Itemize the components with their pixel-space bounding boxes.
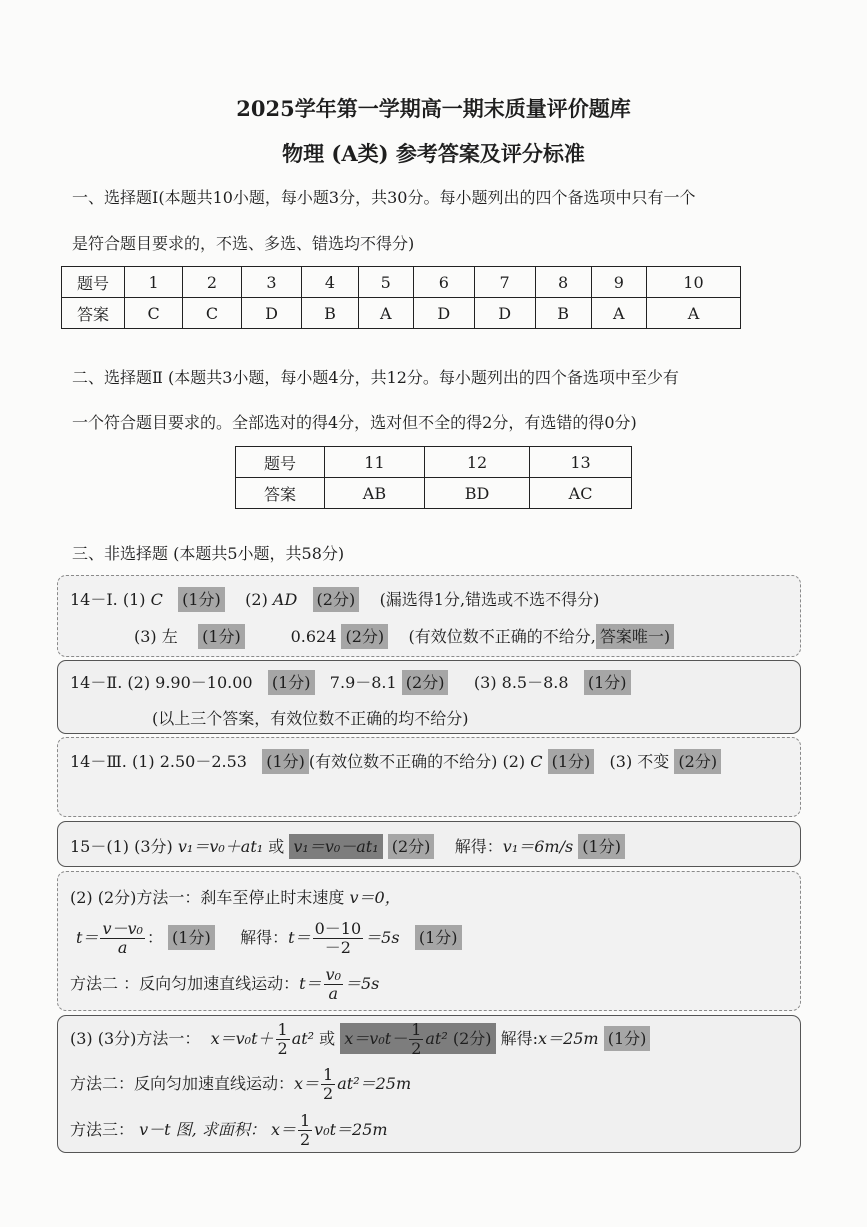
q15-3-line3 <box>70 1112 388 1149</box>
q14-3-note: (有效位数不正确的不给分) <box>308 752 498 771</box>
table-cell: 10 <box>646 267 740 298</box>
q15-3-method2-result: at²＝25m <box>337 1074 412 1093</box>
q15-3-prefix: (3) (3分)方法一： <box>70 1029 201 1048</box>
table-cell: A <box>358 298 413 329</box>
q15-3-line2 <box>70 1066 411 1103</box>
table-cell: 9 <box>591 267 646 298</box>
q15-3-eq1b: at² <box>291 1029 315 1048</box>
q15-3-solve-label: 解得: <box>500 1029 539 1048</box>
q15-2-method1-text: (2) (2分)方法一：刹车至停止时末速度 <box>70 888 345 907</box>
q14-1-note2-highlight: 答案唯一) <box>596 624 674 649</box>
table-header-cell: 题号 <box>62 267 125 298</box>
table-cell: 7 <box>474 267 535 298</box>
q15-2-method2-t: t＝ <box>299 974 322 993</box>
q14-1-part3-label: (3) 左 <box>134 627 178 646</box>
section2-answer-table <box>235 446 632 509</box>
q15-3-line1 <box>70 1021 650 1058</box>
q14-1-part1-answer: C <box>150 590 163 609</box>
section2-instructions-line2: 一个符合题目要求的。全部选对的得4分，选对但不全的得2分，有选错的得0分) <box>72 413 637 432</box>
table-cell: 3 <box>241 267 302 298</box>
q15-2-t-eq: t＝ <box>76 928 99 947</box>
table-row <box>62 298 741 329</box>
table-cell: 1 <box>125 267 183 298</box>
score-badge: (1分) <box>584 670 631 695</box>
score-badge: (2分) <box>388 834 435 859</box>
table-header-cell: 答案 <box>62 298 125 329</box>
q15-3-eq1a: x＝v₀t＋ <box>210 1029 274 1048</box>
q14-1-note: (漏选得1分,错选或不选不得分) <box>379 590 600 609</box>
table-cell: 12 <box>424 447 529 478</box>
q14-3-part1-answer: 14－Ⅲ. (1) 2.50－2.53 <box>70 752 247 771</box>
q14-1-note2: (有效位数不正确的不给分, <box>408 627 596 646</box>
table-cell: C <box>183 298 241 329</box>
table-cell: A <box>646 298 740 329</box>
q15-2-fraction1 <box>100 920 145 957</box>
q15-3-method3-result: v₀t＝25m <box>314 1120 388 1139</box>
section1-instructions-line1: 一、选择题Ⅰ(本题共10小题，每小题3分，共30分。每小题列出的四个备选项中只有一个 <box>72 188 696 207</box>
q15-2-line1 <box>70 885 401 908</box>
fraction-denominator: 2 <box>411 1039 422 1058</box>
fraction-numerator: v－v₀ <box>102 919 143 938</box>
q14-1-line2 <box>134 624 674 647</box>
q15-2-method2-result: ＝5s <box>344 974 380 993</box>
q14-2-part3-answer: (3) 8.5－8.8 <box>473 673 569 692</box>
q15-3-eq2a: x＝v₀t－ <box>344 1029 408 1048</box>
q15-3-eq2b: at² <box>425 1029 448 1048</box>
score-badge: (2分) <box>452 1029 492 1048</box>
q15-2-t-eq2: t＝ <box>288 928 311 947</box>
q15-1-equation1: v₁＝v₀＋at₁ <box>177 837 264 856</box>
q15-3-result: x＝25m <box>538 1029 599 1048</box>
score-badge: (2分) <box>313 587 360 612</box>
q15-2-fraction3 <box>324 966 343 1003</box>
fraction-numerator: 1 <box>411 1020 422 1039</box>
table-row <box>62 267 741 298</box>
q15-3-highlighted-eq <box>340 1020 495 1058</box>
q14-1-part1-label: 14－Ⅰ. (1) <box>70 590 151 609</box>
q15-2-line2 <box>76 920 462 957</box>
q15-3-method3-x: x＝ <box>270 1120 296 1139</box>
table-cell: 8 <box>535 267 591 298</box>
q15-2-line3 <box>70 966 379 1003</box>
table-cell: 11 <box>325 447 425 478</box>
q15-1-equation2: v₁＝v₀－at₁ <box>289 834 382 859</box>
q14-1-part2-label: (2) <box>245 590 273 609</box>
table-cell: AB <box>325 478 425 509</box>
fraction-denominator: a <box>328 984 339 1003</box>
q14-1-part2-answer: AD <box>272 590 298 609</box>
fraction-numerator: 1 <box>277 1020 288 1039</box>
table-cell: D <box>241 298 302 329</box>
score-badge: (1分) <box>168 925 215 950</box>
fraction-numerator: v₀ <box>325 965 341 984</box>
q14-2-part2-answer-b: 7.9－8.1 <box>329 673 397 692</box>
q15-2-colon: ： <box>146 928 163 947</box>
table-cell: D <box>413 298 474 329</box>
q15-2-method2-text: 方法二 ：反向匀加速直线运动： <box>70 974 300 993</box>
q14-1-part3-value: 0.624 <box>290 627 337 646</box>
q15-1-solve-label: 解得： <box>454 837 503 856</box>
table-cell: BD <box>424 478 529 509</box>
fraction-numerator: 0－10 <box>314 919 362 938</box>
score-badge: (1分) <box>262 749 309 774</box>
q14-2-note: (以上三个答案，有效位数不正确的均不给分) <box>152 709 469 728</box>
table-cell: A <box>591 298 646 329</box>
q15-1-prefix: 15－(1) (3分) <box>70 837 178 856</box>
fraction-denominator: －2 <box>324 938 351 957</box>
fraction-numerator: 1 <box>323 1065 334 1084</box>
section2-instructions-line1: 二、选择题Ⅱ (本题共3小题，每小题4分，共12分。每小题列出的四个备选项中至少有 <box>72 368 679 387</box>
q14-1-line1 <box>70 587 599 610</box>
fraction-denominator: a <box>117 938 128 957</box>
fraction-numerator: 1 <box>299 1111 311 1130</box>
table-cell: D <box>474 298 535 329</box>
score-badge: (2分) <box>402 670 449 695</box>
q15-2-solve-label: 解得： <box>240 928 289 947</box>
q15-3-method2-text: 方法二：反向匀加速直线运动： <box>70 1074 295 1093</box>
q15-2-fraction2 <box>313 920 364 957</box>
table-cell: C <box>125 298 183 329</box>
table-cell: 2 <box>183 267 241 298</box>
table-cell: 5 <box>358 267 413 298</box>
q15-3-half3 <box>321 1066 335 1103</box>
table-cell: AC <box>530 478 632 509</box>
table-cell: 13 <box>530 447 632 478</box>
score-badge: (1分) <box>578 834 625 859</box>
q15-1-line <box>70 834 625 857</box>
score-badge: (1分) <box>198 624 245 649</box>
q15-2-result: ＝5s <box>365 928 400 947</box>
table-row <box>236 478 632 509</box>
page-subtitle: 物理 (A类) 参考答案及评分标准 <box>282 141 585 166</box>
table-header-cell: 答案 <box>236 478 325 509</box>
score-badge: (2分) <box>341 624 388 649</box>
score-badge: (1分) <box>178 587 225 612</box>
table-cell: B <box>302 298 358 329</box>
q15-1-result: v₁＝6m/s <box>502 837 574 856</box>
q14-3-part3-answer: (3) 不变 <box>609 752 670 771</box>
table-cell: 4 <box>302 267 358 298</box>
section3-heading: 三、非选择题 (本题共5小题，共58分) <box>72 544 345 563</box>
table-header-cell: 题号 <box>236 447 325 478</box>
q15-3-half1 <box>276 1021 290 1058</box>
q15-3-method3-label: 方法三： <box>70 1120 135 1139</box>
q15-3-method2-x: x＝ <box>294 1074 320 1093</box>
page-title: 2025学年第一学期高一期末质量评价题库 <box>236 96 631 121</box>
fraction-denominator: 2 <box>277 1039 288 1058</box>
section1-answer-table <box>61 266 741 329</box>
table-row <box>236 447 632 478</box>
q15-3-method3-text: v－t 图, 求面积： <box>139 1120 266 1139</box>
score-badge: (1分) <box>415 925 462 950</box>
q15-1-or: 或 <box>263 837 290 856</box>
q15-3-or: 或 <box>314 1029 341 1048</box>
q14-3-part2-answer: C <box>530 752 543 771</box>
score-badge: (1分) <box>268 670 315 695</box>
q14-3-line1 <box>70 749 721 772</box>
score-badge: (1分) <box>604 1026 651 1051</box>
table-cell: 6 <box>413 267 474 298</box>
fraction-denominator: 2 <box>299 1130 311 1149</box>
fraction-denominator: 2 <box>323 1084 334 1103</box>
score-badge: (1分) <box>548 749 595 774</box>
q14-3-part2-label: (2) <box>502 752 531 771</box>
q15-3-half4 <box>298 1112 312 1149</box>
table-cell: B <box>535 298 591 329</box>
q14-2-line1 <box>70 670 631 693</box>
score-badge: (2分) <box>674 749 721 774</box>
q15-2-condition: v＝0， <box>349 888 401 907</box>
q14-2-part2-answer: 14－Ⅱ. (2) 9.90－10.00 <box>70 673 253 692</box>
section1-instructions-line2: 是符合题目要求的，不选、多选、错选均不得分) <box>72 234 415 253</box>
q15-3-half2 <box>409 1021 423 1058</box>
